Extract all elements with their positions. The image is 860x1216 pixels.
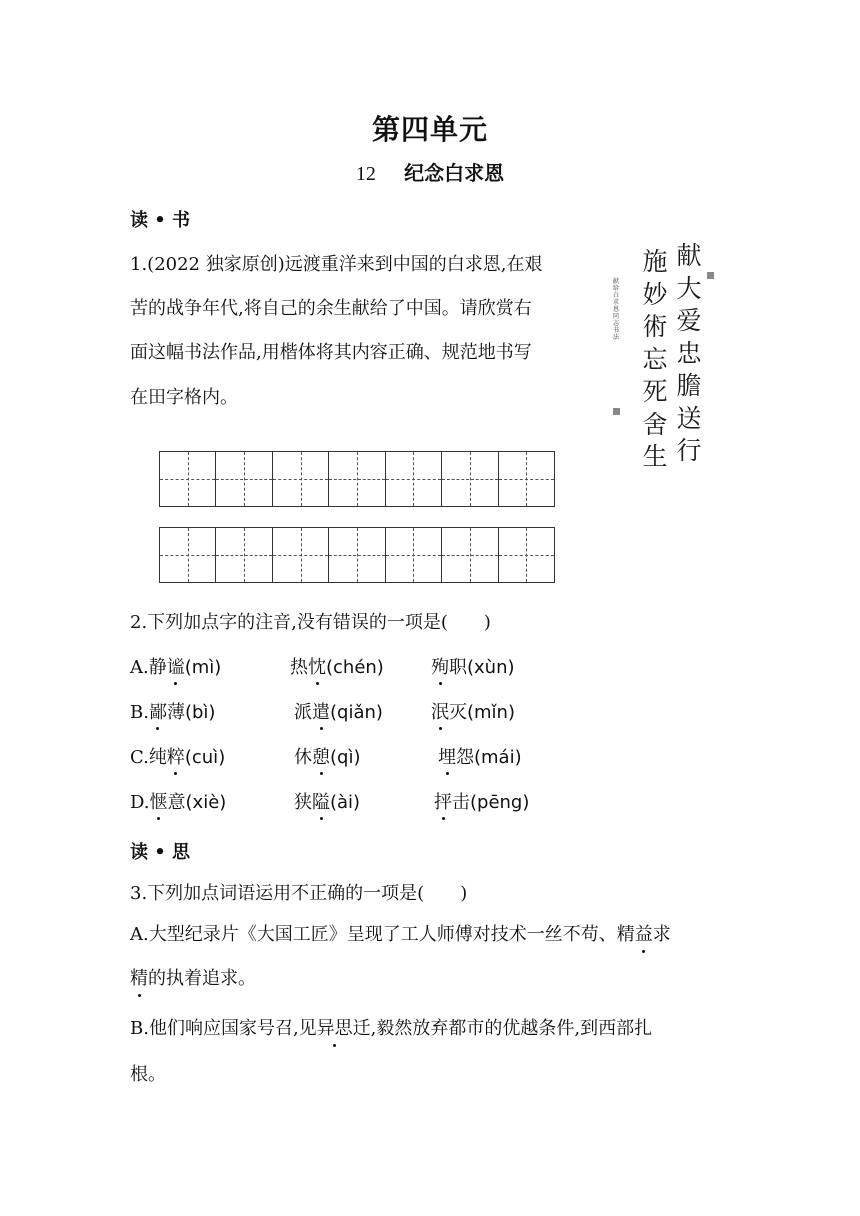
grid-cell[interactable] — [216, 528, 272, 582]
pinyin: (mǐn) — [467, 702, 515, 723]
grid-cell[interactable] — [386, 528, 442, 582]
q2-option-c[interactable]: C.纯粹(cuì) — [130, 743, 225, 769]
pinyin: (qiǎn) — [330, 702, 383, 723]
dotted-char: 埋 — [438, 743, 456, 769]
q1-line-1: 1.(2022 独家原创)远渡重洋来到中国的白求恩,在艰 — [130, 254, 543, 275]
option-label: C. — [130, 747, 149, 768]
grid-cell[interactable] — [386, 452, 442, 506]
lesson-heading — [0, 157, 860, 186]
grid-cell[interactable] — [329, 528, 385, 582]
lesson-number: 12 — [355, 163, 376, 185]
pinyin: (bì) — [184, 702, 216, 723]
section-heading-read-book: 读 • 书 — [130, 210, 191, 231]
q3-option-a-line-2: 精的执着追求。 — [130, 968, 256, 989]
option-label: B. — [130, 702, 149, 723]
q3-option-a-line-1[interactable]: A.大型纪录片《大国工匠》呈现了工人师傅对技术一丝不苟、精益求 — [130, 924, 671, 945]
pinyin: (chén) — [326, 657, 384, 678]
q2-option-a[interactable]: A.静谧(mì) — [130, 653, 221, 679]
section-heading-read-think: 读 • 思 — [130, 842, 191, 863]
pinyin: (mì) — [184, 657, 222, 678]
pinyin: (cuì) — [184, 747, 226, 768]
calligraphy-inscription: 献给白求恩同志书法 — [613, 278, 620, 341]
grid-cell[interactable] — [160, 528, 216, 582]
q2-option-b-item-3: 泯灭(mǐn) — [431, 698, 515, 724]
q1-line-3: 面这幅书法作品,用楷体将其内容正确、规范地书写 — [130, 342, 532, 363]
tianzige-grid-row-1[interactable] — [159, 451, 555, 507]
dotted-char: 泯 — [431, 698, 449, 724]
calligraphy-artwork — [610, 238, 720, 478]
option-label: A. — [130, 657, 149, 678]
unit-title: 第四单元 — [371, 113, 488, 146]
q2-option-a-item-2: 热忱(chén) — [290, 653, 384, 679]
seal-stamp — [613, 408, 620, 415]
grid-cell[interactable] — [273, 528, 329, 582]
dotted-char: 隘 — [312, 788, 330, 814]
q3-stem: 3.下列加点词语运用不正确的一项是( ) — [130, 883, 468, 904]
q2-stem: 2.下列加点字的注音,没有错误的一项是( ) — [130, 612, 491, 633]
calligraphy-column-right: 献大爱忠膽送行 — [676, 241, 702, 465]
grid-cell[interactable] — [160, 452, 216, 506]
calligraphy-column-left: 施妙術忘死舍生 — [642, 247, 668, 471]
lesson-title: 纪念白求恩 — [404, 161, 505, 185]
pinyin: (xiè) — [185, 792, 227, 813]
q2-option-d-item-3: 抨击(pēng) — [434, 788, 529, 814]
dotted-phrase: 精益求 — [616, 924, 671, 945]
q2-option-b-item-2: 派遣(qiǎn) — [294, 698, 383, 724]
pinyin: (pēng) — [470, 792, 530, 813]
q2-option-d-item-2: 狭隘(ài) — [294, 788, 360, 814]
tianzige-grid-row-2[interactable] — [159, 527, 555, 583]
grid-cell[interactable] — [442, 528, 498, 582]
dotted-char: 惬 — [150, 788, 168, 814]
dotted-char: 殉 — [431, 653, 449, 679]
dotted-char: 憩 — [312, 743, 330, 769]
q2-option-c-item-2: 休憩(qì) — [294, 743, 360, 769]
option-label: D. — [130, 792, 150, 813]
q3-option-b-line-2: 根。 — [130, 1064, 166, 1085]
q1-line-2: 苦的战争年代,将自己的余生献给了中国。请欣赏右 — [130, 298, 532, 319]
dotted-phrase: 见异思迁 — [298, 1018, 371, 1039]
q2-option-a-item-3: 殉职(xùn) — [431, 653, 515, 679]
grid-cell[interactable] — [329, 452, 385, 506]
dotted-char: 粹 — [167, 743, 185, 769]
q1-line-4: 在田字格内。 — [130, 387, 238, 408]
grid-cell[interactable] — [273, 452, 329, 506]
q2-option-b[interactable]: B.鄙薄(bì) — [130, 698, 215, 724]
q2-option-c-item-3: 埋怨(mái) — [438, 743, 522, 769]
dotted-char: 忱 — [308, 653, 326, 679]
pinyin: (xùn) — [467, 657, 515, 678]
pinyin: (mái) — [474, 747, 522, 768]
grid-cell[interactable] — [499, 528, 554, 582]
dotted-char: 谧 — [167, 653, 185, 679]
q2-option-d[interactable]: D.惬意(xiè) — [130, 788, 226, 814]
grid-cell[interactable] — [216, 452, 272, 506]
pinyin: (ài) — [330, 792, 361, 813]
dotted-char: 遣 — [312, 698, 330, 724]
grid-cell[interactable] — [442, 452, 498, 506]
dotted-char: 抨 — [434, 788, 452, 814]
grid-cell[interactable] — [499, 452, 554, 506]
pinyin: (qì) — [330, 747, 361, 768]
dotted-phrase: 精 — [130, 968, 148, 989]
q3-option-b-line-1[interactable]: B.他们响应国家号召,见异思迁,毅然放弃都市的优越条件,到西部扎 — [130, 1018, 653, 1039]
seal-stamp — [707, 272, 714, 279]
dotted-char: 鄙 — [149, 698, 167, 724]
